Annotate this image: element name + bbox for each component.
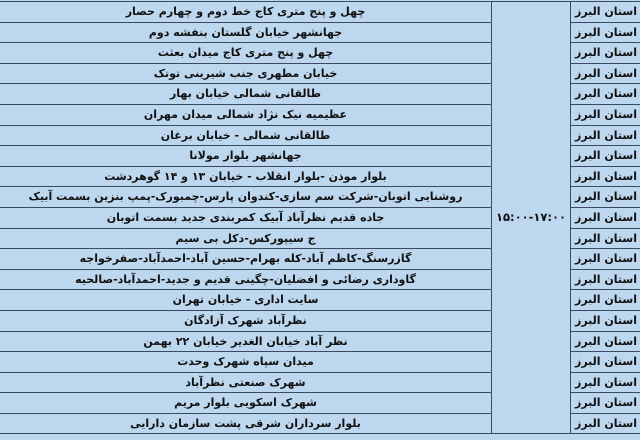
table-row: [0, 2, 640, 23]
address-cell: گاوداری رضائی و افضلیان-چگینی قدیم و جدید-احمدآباد-صالحیه: [0, 269, 492, 290]
province-cell: استان البرز: [571, 166, 640, 187]
address-cell: جهانشهر خیابان گلستان بنفشه دوم: [0, 22, 492, 43]
address-cell: عظیمیه نیک نژاد شمالی میدان مهران: [0, 104, 492, 125]
address-cell: چهل و پنج متری کاج خط دوم و چهارم حصار: [0, 2, 492, 23]
table-body: [0, 2, 640, 434]
address-cell: طالقانی شمالی - خیابان برغان: [0, 125, 492, 146]
province-cell: استان البرز: [571, 125, 640, 146]
province-cell: استان البرز: [571, 331, 640, 352]
province-cell: استان البرز: [571, 393, 640, 414]
address-cell: بلوار سرداران شرقی پشت سازمان دارایی: [0, 413, 492, 434]
address-cell: جهانشهر بلوار مولانا: [0, 146, 492, 167]
province-cell: استان البرز: [571, 290, 640, 311]
address-cell: روشنایی اتوبان-شرکت سم سازی-کندوان پارس-چمبورک-پمپ بنزین بسمت آبیک: [0, 187, 492, 208]
address-cell: طالقانی شمالی خیابان بهار: [0, 84, 492, 105]
address-cell: میدان سپاه شهرک وحدت: [0, 352, 492, 373]
province-cell: استان البرز: [571, 413, 640, 434]
province-cell: استان البرز: [571, 63, 640, 84]
province-cell: استان البرز: [571, 84, 640, 105]
province-cell: استان البرز: [571, 146, 640, 167]
province-cell: استان البرز: [571, 2, 640, 23]
address-cell: سایت اداری - خیابان تهران: [0, 290, 492, 311]
address-cell: جاده قدیم نظرآباد آبیک کمربندی جدید بسمت اتوبان: [0, 207, 492, 228]
address-cell: ج سیپورکس-دکل بی سیم: [0, 228, 492, 249]
address-cell: چهل و پنج متری کاج میدان بعثت: [0, 43, 492, 64]
province-cell: استان البرز: [571, 310, 640, 331]
province-cell: استان البرز: [571, 104, 640, 125]
outage-schedule-table: [0, 1, 640, 434]
address-cell: گازرسنگ-کاظم آباد-کله بهرام-حسین آباد-احمدآباد-صفرخواجه: [0, 249, 492, 270]
address-cell: نظر آباد خیابان الغدیر خیابان ۲۲ بهمن: [0, 331, 492, 352]
province-cell: استان البرز: [571, 249, 640, 270]
time-slot-cell: ۱۵:۰۰-۱۷:۰۰: [492, 2, 571, 434]
province-cell: استان البرز: [571, 352, 640, 373]
address-cell: شهرک صنعتی نظرآباد: [0, 372, 492, 393]
province-cell: استان البرز: [571, 269, 640, 290]
province-cell: استان البرز: [571, 187, 640, 208]
address-cell: نظرآباد شهرک آزادگان: [0, 310, 492, 331]
province-cell: استان البرز: [571, 228, 640, 249]
province-cell: استان البرز: [571, 372, 640, 393]
address-cell: خیابان مطهری جنب شیرینی توتک: [0, 63, 492, 84]
address-cell: شهرک اسکویی بلوار مریم: [0, 393, 492, 414]
province-cell: استان البرز: [571, 207, 640, 228]
province-cell: استان البرز: [571, 22, 640, 43]
province-cell: استان البرز: [571, 43, 640, 64]
address-cell: بلوار موذن -بلوار انقلاب - خیابان ۱۳ و ۱۴ گوهردشت: [0, 166, 492, 187]
